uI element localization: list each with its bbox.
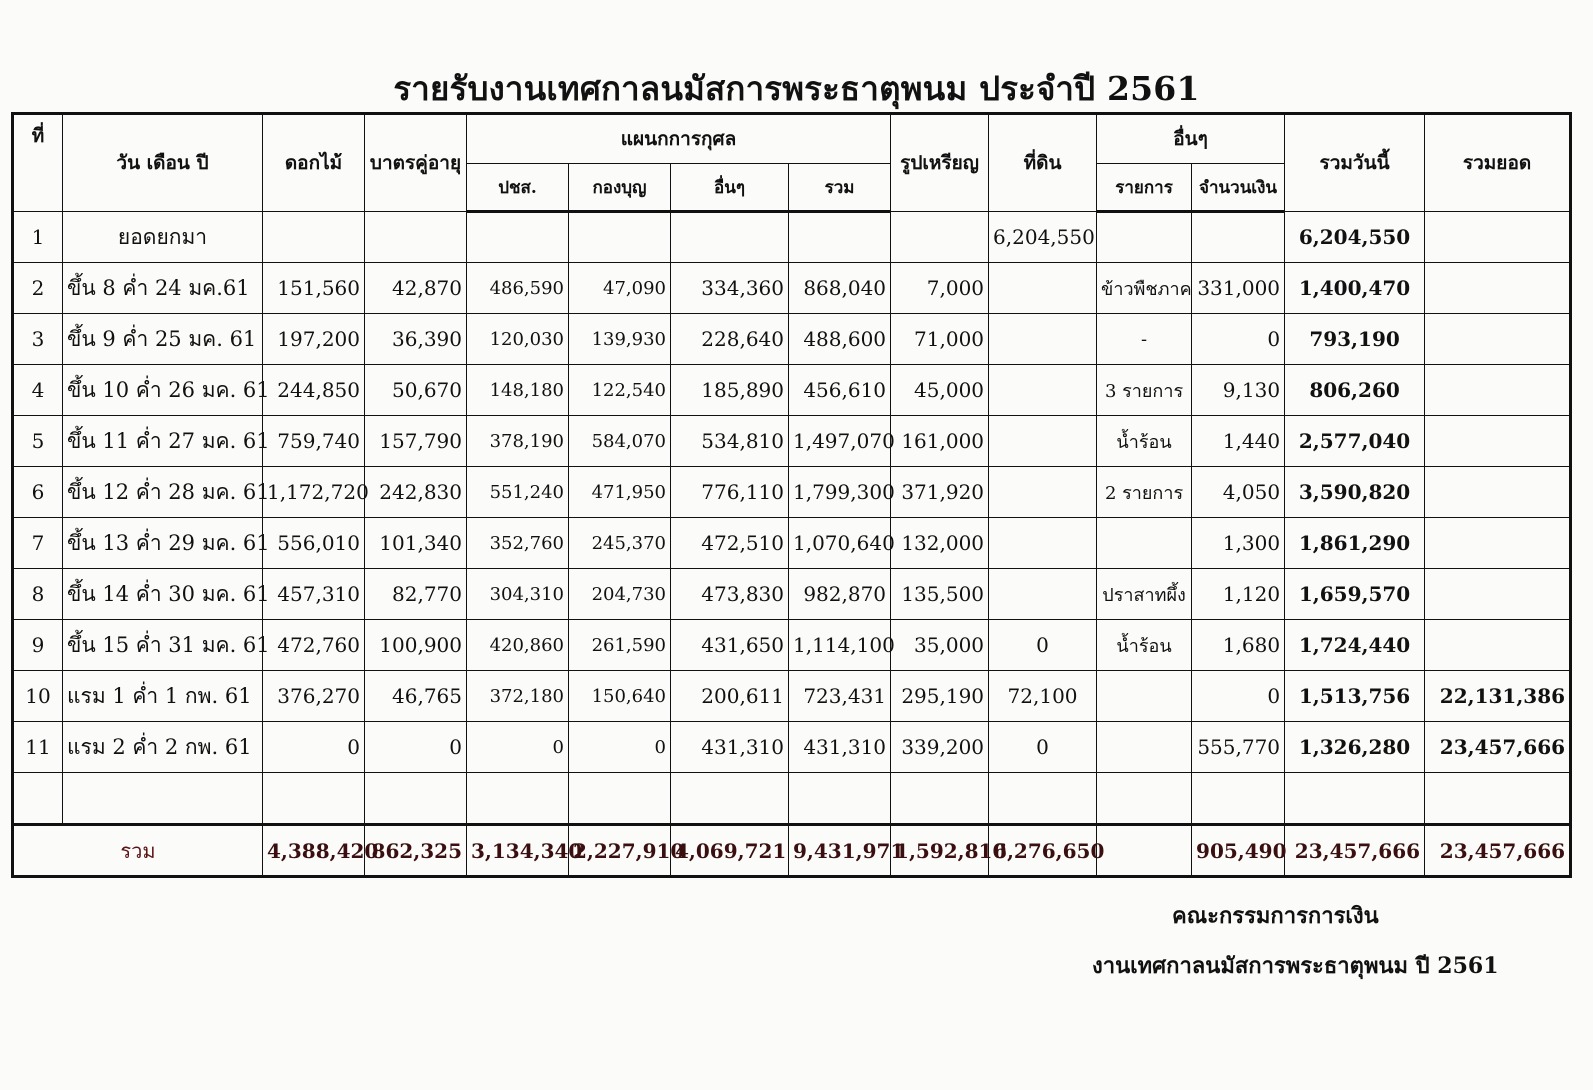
cell-day-total: 3,590,820 bbox=[1285, 467, 1425, 518]
cell-flowers: 457,310 bbox=[263, 569, 365, 620]
cell-land: 0 bbox=[989, 722, 1097, 773]
cell-no: 10 bbox=[13, 671, 63, 722]
cell-plan-total: 723,431 bbox=[789, 671, 891, 722]
cell-plan-other: 228,640 bbox=[671, 314, 789, 365]
cell-pchs: 120,030 bbox=[467, 314, 569, 365]
page-title: รายรับงานเทศกาลนมัสการพระธาตุพนม ประจำปี 2561 bbox=[393, 69, 1200, 108]
cell-amulets: 71,000 bbox=[891, 314, 989, 365]
cell-land: 0 bbox=[989, 620, 1097, 671]
table-row bbox=[13, 416, 1571, 467]
cell-no: 9 bbox=[13, 620, 63, 671]
cell-plan-other bbox=[671, 212, 789, 263]
cell-land bbox=[989, 569, 1097, 620]
cell-other-item bbox=[1097, 671, 1192, 722]
total-land: 6,276,650 bbox=[989, 825, 1097, 877]
cell-amulets: 295,190 bbox=[891, 671, 989, 722]
cell-pchs: 378,190 bbox=[467, 416, 569, 467]
cell-fund: 245,370 bbox=[569, 518, 671, 569]
total-label: รวม bbox=[13, 825, 263, 877]
cell-grand-total: 23,457,666 bbox=[1425, 722, 1571, 773]
cell-grand-total bbox=[1425, 467, 1571, 518]
cell-longevity: 157,790 bbox=[365, 416, 467, 467]
header-date: วัน เดือน ปี bbox=[63, 114, 263, 212]
cell-plan-total: 868,040 bbox=[789, 263, 891, 314]
cell-pchs: 420,860 bbox=[467, 620, 569, 671]
cell-date: ขึ้น 8 ค่ำ 24 มค.61 bbox=[63, 263, 263, 314]
cell-other-item bbox=[1097, 212, 1192, 263]
cell-grand-total bbox=[1425, 569, 1571, 620]
cell-other-amount: 4,050 bbox=[1192, 467, 1285, 518]
cell-pchs: 352,760 bbox=[467, 518, 569, 569]
cell-day-total: 806,260 bbox=[1285, 365, 1425, 416]
signature-committee: คณะกรรมการการเงิน bbox=[1172, 903, 1379, 929]
cell-pchs: 486,590 bbox=[467, 263, 569, 314]
cell-amulets: 45,000 bbox=[891, 365, 989, 416]
total-amulets: 1,592,810 bbox=[891, 825, 989, 877]
cell-fund: 122,540 bbox=[569, 365, 671, 416]
cell-plan-other: 473,830 bbox=[671, 569, 789, 620]
table-row bbox=[13, 314, 1571, 365]
cell-no: 11 bbox=[13, 722, 63, 773]
cell-plan-total: 1,070,640 bbox=[789, 518, 891, 569]
cell-date: ยอดยกมา bbox=[63, 212, 263, 263]
cell-amulets: 132,000 bbox=[891, 518, 989, 569]
cell-date: แรม 2 ค่ำ 2 กพ. 61 bbox=[63, 722, 263, 773]
cell-date: ขึ้น 9 ค่ำ 25 มค. 61 bbox=[63, 314, 263, 365]
cell-plan-other: 185,890 bbox=[671, 365, 789, 416]
cell-flowers: 472,760 bbox=[263, 620, 365, 671]
cell-plan-other: 200,611 bbox=[671, 671, 789, 722]
cell-land bbox=[989, 314, 1097, 365]
cell-other-amount: 0 bbox=[1192, 671, 1285, 722]
cell-date: แรม 1 ค่ำ 1 กพ. 61 bbox=[63, 671, 263, 722]
cell-land bbox=[989, 365, 1097, 416]
cell-no: 6 bbox=[13, 467, 63, 518]
cell-land: 6,204,550 bbox=[989, 212, 1097, 263]
cell-other-item bbox=[1097, 518, 1192, 569]
cell-day-total: 1,326,280 bbox=[1285, 722, 1425, 773]
cell-plan-other: 431,650 bbox=[671, 620, 789, 671]
cell-other-item: น้ำร้อน bbox=[1097, 416, 1192, 467]
cell-flowers: 376,270 bbox=[263, 671, 365, 722]
table-row bbox=[13, 671, 1571, 722]
cell-plan-total: 488,600 bbox=[789, 314, 891, 365]
cell-pchs: 0 bbox=[467, 722, 569, 773]
cell-amulets bbox=[891, 212, 989, 263]
cell-longevity: 42,870 bbox=[365, 263, 467, 314]
header-plan-total: รวม bbox=[789, 164, 891, 212]
cell-flowers: 197,200 bbox=[263, 314, 365, 365]
cell-date: ขึ้น 11 ค่ำ 27 มค. 61 bbox=[63, 416, 263, 467]
table-row bbox=[13, 569, 1571, 620]
cell-plan-other: 776,110 bbox=[671, 467, 789, 518]
cell-other-amount: 331,000 bbox=[1192, 263, 1285, 314]
cell-day-total: 793,190 bbox=[1285, 314, 1425, 365]
cell-other-item: ข้าวพืชภาค bbox=[1097, 263, 1192, 314]
cell-grand-total bbox=[1425, 212, 1571, 263]
cell-pchs: 148,180 bbox=[467, 365, 569, 416]
income-table bbox=[11, 112, 1572, 878]
cell-grand-total bbox=[1425, 314, 1571, 365]
cell-fund: 584,070 bbox=[569, 416, 671, 467]
table-row bbox=[13, 467, 1571, 518]
cell-grand-total bbox=[1425, 416, 1571, 467]
cell-date: ขึ้น 15 ค่ำ 31 มค. 61 bbox=[63, 620, 263, 671]
cell-grand-total bbox=[1425, 365, 1571, 416]
cell-amulets: 371,920 bbox=[891, 467, 989, 518]
cell-flowers: 244,850 bbox=[263, 365, 365, 416]
cell-plan-total: 1,497,070 bbox=[789, 416, 891, 467]
cell-longevity: 0 bbox=[365, 722, 467, 773]
cell-longevity: 82,770 bbox=[365, 569, 467, 620]
total-fund: 2,227,910 bbox=[569, 825, 671, 877]
cell-flowers: 0 bbox=[263, 722, 365, 773]
cell-fund: 139,930 bbox=[569, 314, 671, 365]
cell-day-total: 1,724,440 bbox=[1285, 620, 1425, 671]
cell-plan-other: 472,510 bbox=[671, 518, 789, 569]
cell-no: 7 bbox=[13, 518, 63, 569]
signature-event: งานเทศกาลนมัสการพระธาตุพนม ปี 2561 bbox=[1092, 953, 1499, 979]
total-plan-other: 4,069,721 bbox=[671, 825, 789, 877]
cell-flowers bbox=[263, 212, 365, 263]
header-plan-other: อื่นๆ bbox=[671, 164, 789, 212]
cell-no: 4 bbox=[13, 365, 63, 416]
header-plan-group: แผนกการกุศล bbox=[467, 114, 891, 164]
cell-date: ขึ้น 14 ค่ำ 30 มค. 61 bbox=[63, 569, 263, 620]
table-row-total bbox=[13, 825, 1571, 877]
total-day-total: 23,457,666 bbox=[1285, 825, 1425, 877]
table-row bbox=[13, 212, 1571, 263]
total-other-amount: 905,490 bbox=[1192, 825, 1285, 877]
cell-date: ขึ้น 13 ค่ำ 29 มค. 61 bbox=[63, 518, 263, 569]
cell-flowers: 1,172,720 bbox=[263, 467, 365, 518]
total-flowers: 4,388,420 bbox=[263, 825, 365, 877]
cell-amulets: 135,500 bbox=[891, 569, 989, 620]
cell-day-total: 2,577,040 bbox=[1285, 416, 1425, 467]
cell-land bbox=[989, 263, 1097, 314]
cell-no: 3 bbox=[13, 314, 63, 365]
cell-other-item: ปราสาทผึ้ง bbox=[1097, 569, 1192, 620]
total-grand-total: 23,457,666 bbox=[1425, 825, 1571, 877]
header-day-total: รวมวันนี้ bbox=[1285, 114, 1425, 212]
cell-plan-total: 982,870 bbox=[789, 569, 891, 620]
total-pchs: 3,134,340 bbox=[467, 825, 569, 877]
cell-fund: 471,950 bbox=[569, 467, 671, 518]
cell-amulets: 339,200 bbox=[891, 722, 989, 773]
cell-amulets: 35,000 bbox=[891, 620, 989, 671]
cell-plan-total: 456,610 bbox=[789, 365, 891, 416]
cell-longevity: 242,830 bbox=[365, 467, 467, 518]
table-body bbox=[13, 212, 1571, 877]
cell-grand-total bbox=[1425, 620, 1571, 671]
header-other-group: อื่นๆ bbox=[1097, 114, 1285, 164]
cell-other-amount: 9,130 bbox=[1192, 365, 1285, 416]
cell-land: 72,100 bbox=[989, 671, 1097, 722]
cell-grand-total bbox=[1425, 263, 1571, 314]
cell-flowers: 151,560 bbox=[263, 263, 365, 314]
cell-longevity: 101,340 bbox=[365, 518, 467, 569]
cell-other-item: น้ำร้อน bbox=[1097, 620, 1192, 671]
cell-land bbox=[989, 416, 1097, 467]
header-other-amount: จำนวนเงิน bbox=[1192, 164, 1285, 212]
cell-other-item: - bbox=[1097, 314, 1192, 365]
header-plan-fund: กองบุญ bbox=[569, 164, 671, 212]
table-row bbox=[13, 365, 1571, 416]
table-row bbox=[13, 620, 1571, 671]
cell-longevity bbox=[365, 212, 467, 263]
cell-longevity: 50,670 bbox=[365, 365, 467, 416]
cell-plan-other: 431,310 bbox=[671, 722, 789, 773]
cell-date: ขึ้น 12 ค่ำ 28 มค. 61 bbox=[63, 467, 263, 518]
cell-amulets: 161,000 bbox=[891, 416, 989, 467]
total-other-item bbox=[1097, 825, 1192, 877]
cell-no: 1 bbox=[13, 212, 63, 263]
header-plan-pchs: ปชส. bbox=[467, 164, 569, 212]
header-longevity: บาตรคู่อายุ bbox=[365, 114, 467, 212]
cell-date: ขึ้น 10 ค่ำ 26 มค. 61 bbox=[63, 365, 263, 416]
cell-no: 8 bbox=[13, 569, 63, 620]
cell-plan-other: 534,810 bbox=[671, 416, 789, 467]
table-row bbox=[13, 263, 1571, 314]
cell-grand-total bbox=[1425, 518, 1571, 569]
cell-other-amount: 1,300 bbox=[1192, 518, 1285, 569]
header-grand-total: รวมยอด bbox=[1425, 114, 1571, 212]
cell-flowers: 759,740 bbox=[263, 416, 365, 467]
cell-fund: 0 bbox=[569, 722, 671, 773]
cell-land bbox=[989, 467, 1097, 518]
cell-other-amount: 1,440 bbox=[1192, 416, 1285, 467]
cell-fund: 150,640 bbox=[569, 671, 671, 722]
cell-day-total: 1,659,570 bbox=[1285, 569, 1425, 620]
cell-other-amount: 1,680 bbox=[1192, 620, 1285, 671]
cell-flowers: 556,010 bbox=[263, 518, 365, 569]
cell-grand-total: 22,131,386 bbox=[1425, 671, 1571, 722]
cell-plan-total bbox=[789, 212, 891, 263]
cell-other-amount: 555,770 bbox=[1192, 722, 1285, 773]
cell-pchs: 551,240 bbox=[467, 467, 569, 518]
cell-land bbox=[989, 518, 1097, 569]
cell-plan-total: 1,114,100 bbox=[789, 620, 891, 671]
cell-pchs: 372,180 bbox=[467, 671, 569, 722]
cell-longevity: 46,765 bbox=[365, 671, 467, 722]
cell-fund: 47,090 bbox=[569, 263, 671, 314]
header-flowers: ดอกไม้ bbox=[263, 114, 365, 212]
header-amulets: รูปเหรียญ bbox=[891, 114, 989, 212]
table-row bbox=[13, 518, 1571, 569]
cell-other-amount bbox=[1192, 212, 1285, 263]
cell-day-total: 1,400,470 bbox=[1285, 263, 1425, 314]
cell-other-item: 2 รายการ bbox=[1097, 467, 1192, 518]
table-row bbox=[13, 722, 1571, 773]
cell-amulets: 7,000 bbox=[891, 263, 989, 314]
header-land: ที่ดิน bbox=[989, 114, 1097, 212]
total-plan-total: 9,431,971 bbox=[789, 825, 891, 877]
cell-plan-total: 1,799,300 bbox=[789, 467, 891, 518]
total-longevity: 862,325 bbox=[365, 825, 467, 877]
cell-other-item: 3 รายการ bbox=[1097, 365, 1192, 416]
cell-day-total: 1,513,756 bbox=[1285, 671, 1425, 722]
cell-day-total: 1,861,290 bbox=[1285, 518, 1425, 569]
cell-no: 2 bbox=[13, 263, 63, 314]
cell-no: 5 bbox=[13, 416, 63, 467]
cell-pchs bbox=[467, 212, 569, 263]
cell-fund bbox=[569, 212, 671, 263]
cell-other-item bbox=[1097, 722, 1192, 773]
cell-plan-other: 334,360 bbox=[671, 263, 789, 314]
cell-day-total: 6,204,550 bbox=[1285, 212, 1425, 263]
table-row-blank bbox=[13, 773, 1571, 825]
cell-fund: 204,730 bbox=[569, 569, 671, 620]
cell-other-amount: 1,120 bbox=[1192, 569, 1285, 620]
cell-other-amount: 0 bbox=[1192, 314, 1285, 365]
cell-pchs: 304,310 bbox=[467, 569, 569, 620]
cell-longevity: 100,900 bbox=[365, 620, 467, 671]
header-other-item: รายการ bbox=[1097, 164, 1192, 212]
header-no: ที่ bbox=[13, 114, 63, 212]
cell-longevity: 36,390 bbox=[365, 314, 467, 365]
cell-fund: 261,590 bbox=[569, 620, 671, 671]
cell-plan-total: 431,310 bbox=[789, 722, 891, 773]
